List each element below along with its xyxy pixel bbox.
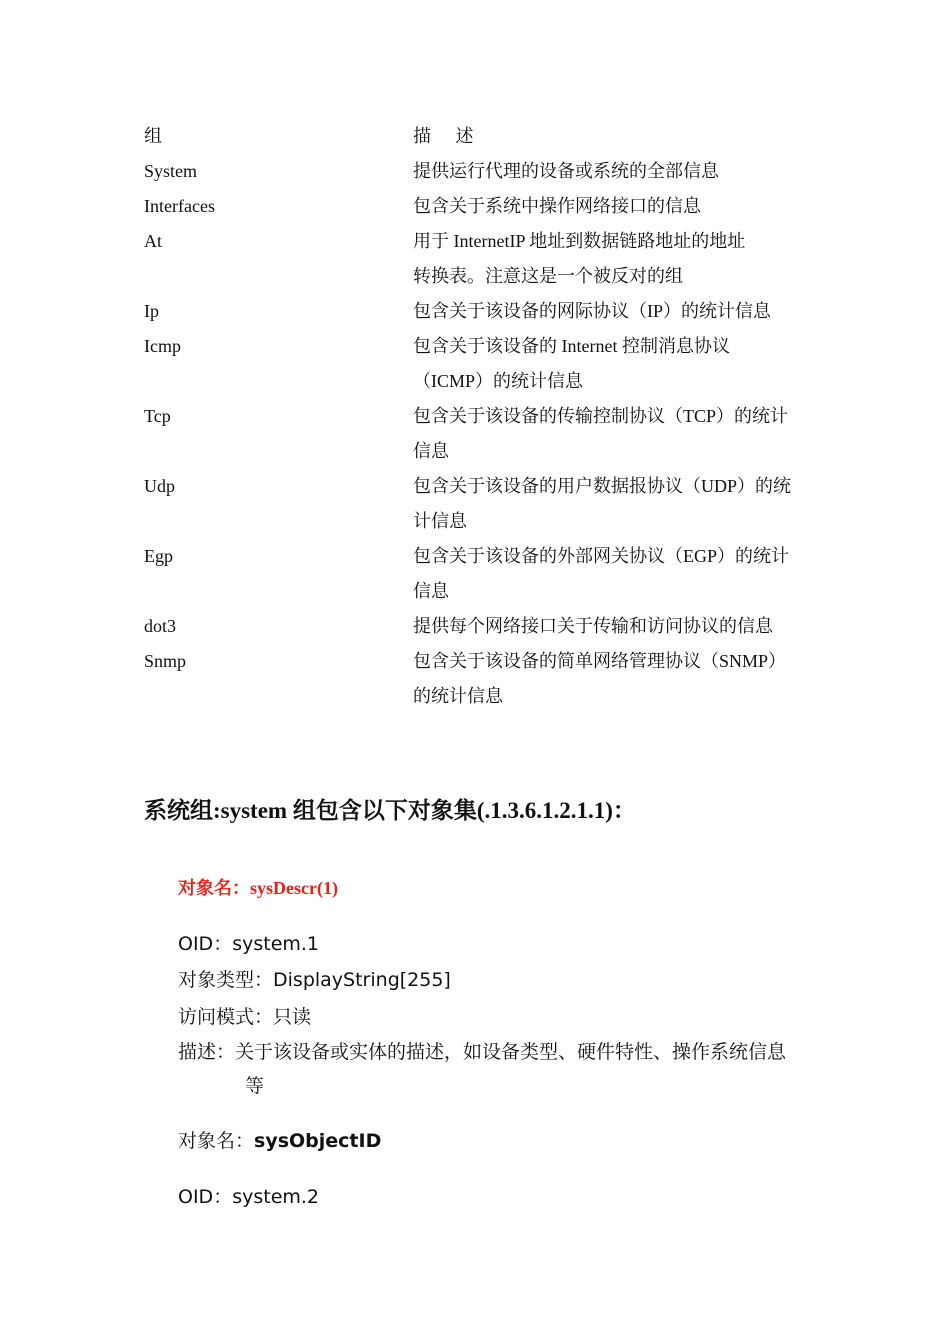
group-name: Interfaces — [144, 196, 215, 216]
description-text-line: 信息 — [413, 581, 449, 601]
table-row — [144, 224, 824, 294]
table-row — [144, 329, 824, 399]
header-description: 描 述 — [413, 126, 484, 146]
object-type-label: 对象类型： — [178, 970, 274, 991]
description-text-line: 包含关于该设备的传输控制协议（TCP）的统计 — [413, 406, 789, 426]
object-name-sysdescr: 对象名：sysDescr(1) — [178, 878, 338, 898]
table-row — [144, 294, 824, 329]
description-text-line: （ICMP）的统计信息 — [413, 371, 584, 391]
group-description — [413, 224, 813, 294]
description-text-line: 包含关于该设备的外部网关协议（EGP）的统计 — [413, 546, 790, 566]
object-type-line — [178, 965, 451, 992]
oid-value: system.1 — [232, 933, 320, 955]
group-name: Egp — [144, 546, 173, 566]
table-row — [144, 399, 824, 469]
oid-line-1 — [178, 929, 319, 956]
description-text-line: 提供运行代理的设备或系统的全部信息 — [413, 161, 719, 181]
table-row — [144, 644, 824, 714]
group-name: Snmp — [144, 651, 187, 671]
group-description — [413, 189, 813, 224]
group-description — [413, 539, 813, 609]
oid-label: OID： — [178, 1186, 233, 1208]
object-name-sysobjectid — [178, 1126, 381, 1153]
group-description — [413, 644, 813, 714]
group-description — [413, 154, 813, 189]
group-name: At — [144, 231, 162, 251]
object-name-label: 对象名： — [178, 1131, 255, 1152]
table-row — [144, 189, 824, 224]
access-mode-line: 访问模式：只读 — [178, 1007, 312, 1028]
object-type-value: DisplayString[255] — [273, 969, 451, 991]
group-name: Ip — [144, 301, 159, 321]
table-row — [144, 539, 824, 609]
object-name-value: sysObjectID — [254, 1130, 382, 1152]
oid-label: OID： — [178, 933, 233, 955]
group-name: Icmp — [144, 336, 181, 356]
group-description — [413, 609, 813, 644]
table-header-row — [144, 119, 824, 154]
oid-line-2 — [178, 1182, 319, 1209]
description-continuation: 等 — [245, 1076, 265, 1097]
description-text-line: 包含关于该设备的简单网络管理协议（SNMP） — [413, 651, 787, 671]
description-text-line: 计信息 — [413, 511, 467, 531]
description-line: 描述：关于该设备或实体的描述，如设备类型、硬件特性、操作系统信息 — [178, 1042, 787, 1063]
description-text-line: 包含关于该设备的用户数据报协议（UDP）的统 — [413, 476, 792, 496]
table-row — [144, 469, 824, 539]
oid-value: system.2 — [232, 1186, 320, 1208]
description-text-line: 信息 — [413, 441, 449, 461]
group-name: dot3 — [144, 616, 177, 636]
description-text-line: 提供每个网络接口关于传输和访问协议的信息 — [413, 616, 773, 636]
description-text-line: 包含关于该设备的网际协议（IP）的统计信息 — [413, 301, 772, 321]
group-description — [413, 469, 813, 539]
group-name: System — [144, 161, 198, 181]
group-description — [413, 329, 813, 399]
group-name: Udp — [144, 476, 175, 496]
group-name: Tcp — [144, 406, 171, 426]
description-text-line: 用于 InternetIP 地址到数据链路地址的地址 — [413, 231, 746, 251]
table-row — [144, 154, 824, 189]
table-row — [144, 609, 824, 644]
section-heading: 系统组:system 组包含以下对象集(.1.3.6.1.2.1.1)： — [144, 798, 636, 823]
description-text-line: 转换表。注意这是一个被反对的组 — [413, 266, 683, 286]
description-text-line: 包含关于系统中操作网络接口的信息 — [413, 196, 701, 216]
group-description — [413, 399, 813, 469]
group-description — [413, 294, 813, 329]
description-text-line: 包含关于该设备的 Internet 控制消息协议 — [413, 336, 730, 356]
header-group: 组 — [144, 126, 162, 146]
description-text-line: 的统计信息 — [413, 686, 503, 706]
mib-groups-table — [144, 119, 824, 714]
